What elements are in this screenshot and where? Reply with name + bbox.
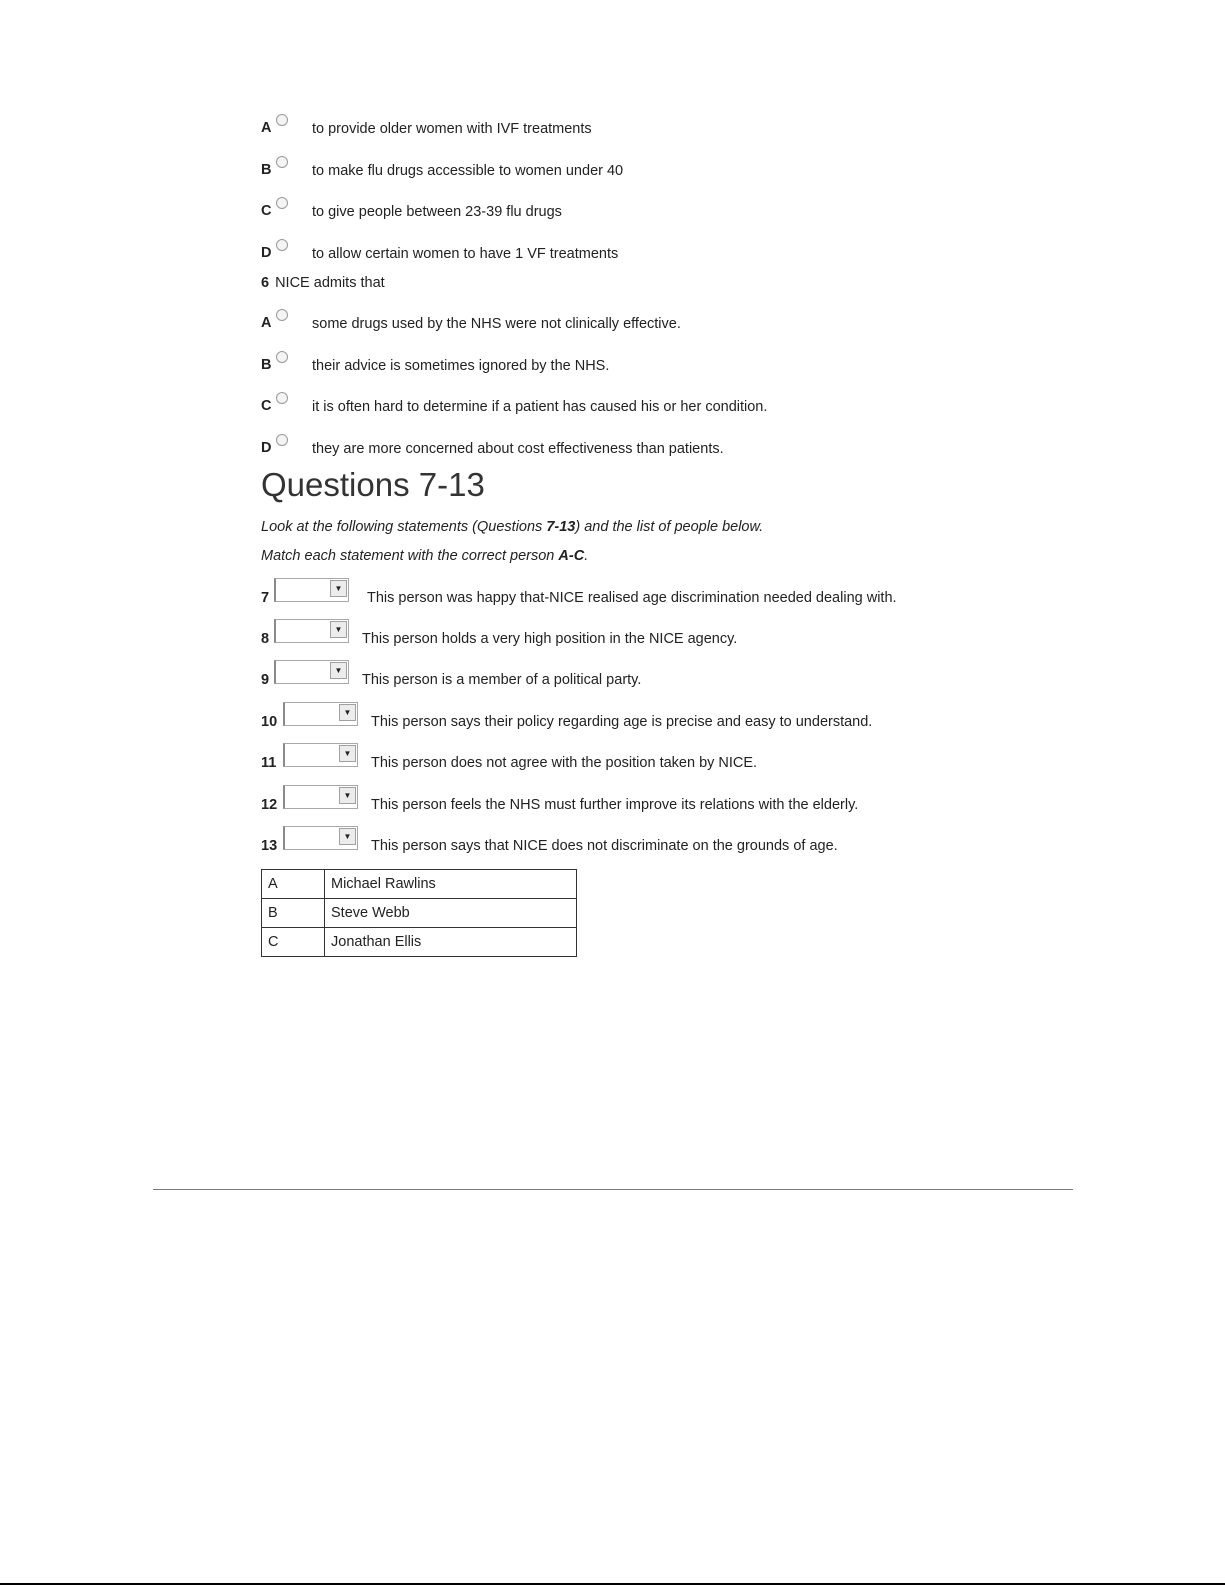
section-heading: Questions 7-13 — [261, 466, 485, 503]
match-item-11 — [261, 743, 1161, 771]
item-number: 11 — [261, 755, 277, 771]
q6-option-a[interactable] — [261, 309, 1161, 335]
option-text: their advice is sometimes ignored by the NHS. — [312, 358, 610, 374]
instruction-bold: 7-13 — [546, 519, 576, 535]
item-number: 8 — [261, 631, 270, 647]
option-text: they are more concerned about cost effectiveness than patients. — [312, 441, 724, 457]
instruction-text: Match each statement with the correct person — [261, 548, 559, 564]
option-letter: B — [261, 162, 272, 178]
question-text: NICE admits that — [275, 275, 385, 291]
statement-text: This person was happy that-NICE realised age discrimination needed dealing with. — [367, 590, 897, 606]
person-key: A — [262, 870, 325, 899]
statement-text: This person says their policy regarding age is precise and easy to understand. — [371, 714, 873, 730]
dropdown-arrow-icon[interactable]: ▼ — [330, 621, 347, 638]
answer-select[interactable] — [274, 619, 349, 643]
radio-button[interactable] — [276, 309, 288, 321]
option-text: to make flu drugs accessible to women under 40 — [312, 163, 624, 179]
dropdown-arrow-icon[interactable]: ▼ — [339, 704, 356, 721]
answer-select[interactable] — [274, 578, 349, 602]
instruction-bold: A-C — [558, 548, 585, 564]
item-number: 13 — [261, 838, 278, 854]
person-name: Michael Rawlins — [325, 870, 577, 899]
question-6 — [261, 275, 385, 291]
instruction-text: . — [584, 548, 589, 564]
answer-select[interactable] — [283, 785, 358, 809]
q5-option-b[interactable] — [261, 156, 1161, 182]
radio-button[interactable] — [276, 434, 288, 446]
item-number: 12 — [261, 797, 278, 813]
option-letter: C — [261, 203, 272, 219]
option-letter: A — [261, 315, 272, 331]
item-number: 9 — [261, 672, 270, 688]
q5-option-d[interactable] — [261, 239, 1161, 265]
radio-button[interactable] — [276, 239, 288, 251]
match-item-13 — [261, 826, 1161, 854]
answer-select[interactable] — [283, 826, 358, 850]
people-table — [261, 869, 577, 957]
instruction-1 — [261, 519, 763, 535]
option-letter: D — [261, 440, 272, 456]
radio-button[interactable] — [276, 351, 288, 363]
option-text: to provide older women with IVF treatments — [312, 121, 592, 137]
option-text: some drugs used by the NHS were not clinically effective. — [312, 316, 681, 332]
match-item-12 — [261, 785, 1161, 813]
option-letter: A — [261, 120, 272, 136]
person-name: Steve Webb — [325, 899, 577, 928]
instruction-text: ) and the list of people below. — [575, 519, 764, 535]
q6-option-b[interactable] — [261, 351, 1161, 377]
option-letter: C — [261, 398, 272, 414]
dropdown-arrow-icon[interactable]: ▼ — [339, 787, 356, 804]
radio-button[interactable] — [276, 392, 288, 404]
option-text: it is often hard to determine if a patient has caused his or her condition. — [312, 399, 768, 415]
option-letter: D — [261, 245, 272, 261]
answer-select[interactable] — [283, 743, 358, 767]
match-item-9 — [261, 660, 1161, 688]
person-name: Jonathan Ellis — [325, 928, 577, 957]
q5-option-a[interactable] — [261, 114, 1161, 140]
option-letter: B — [261, 357, 272, 373]
person-key: C — [262, 928, 325, 957]
q6-option-d[interactable] — [261, 434, 1161, 460]
radio-button[interactable] — [276, 197, 288, 209]
option-text: to give people between 23-39 flu drugs — [312, 204, 562, 220]
answer-select[interactable] — [274, 660, 349, 684]
dropdown-arrow-icon[interactable]: ▼ — [339, 745, 356, 762]
person-key: B — [262, 899, 325, 928]
table-row — [262, 928, 577, 957]
dropdown-arrow-icon[interactable]: ▼ — [330, 662, 347, 679]
question-number: 6 — [261, 275, 270, 291]
table-row — [262, 899, 577, 928]
table-row — [262, 870, 577, 899]
match-item-7 — [261, 578, 1161, 606]
item-number: 7 — [261, 590, 270, 606]
statement-text: This person does not agree with the position taken by NICE. — [371, 755, 758, 771]
instruction-text: Look at the following statements (Questions — [261, 519, 547, 535]
match-item-8 — [261, 619, 1161, 647]
radio-button[interactable] — [276, 156, 288, 168]
statement-text: This person says that NICE does not discriminate on the grounds of age. — [371, 838, 838, 854]
match-item-10 — [261, 702, 1161, 730]
statement-text: This person is a member of a political party. — [362, 672, 642, 688]
radio-button[interactable] — [276, 114, 288, 126]
instruction-2 — [261, 548, 588, 564]
horizontal-divider — [153, 1189, 1073, 1190]
answer-select[interactable] — [283, 702, 358, 726]
dropdown-arrow-icon[interactable]: ▼ — [330, 580, 347, 597]
item-number: 10 — [261, 714, 278, 730]
statement-text: This person holds a very high position in the NICE agency. — [362, 631, 738, 647]
option-text: to allow certain women to have 1 VF treatments — [312, 246, 619, 262]
dropdown-arrow-icon[interactable]: ▼ — [339, 828, 356, 845]
q5-option-c[interactable] — [261, 197, 1161, 223]
q6-option-c[interactable] — [261, 392, 1161, 418]
statement-text: This person feels the NHS must further improve its relations with the elderly. — [371, 797, 859, 813]
